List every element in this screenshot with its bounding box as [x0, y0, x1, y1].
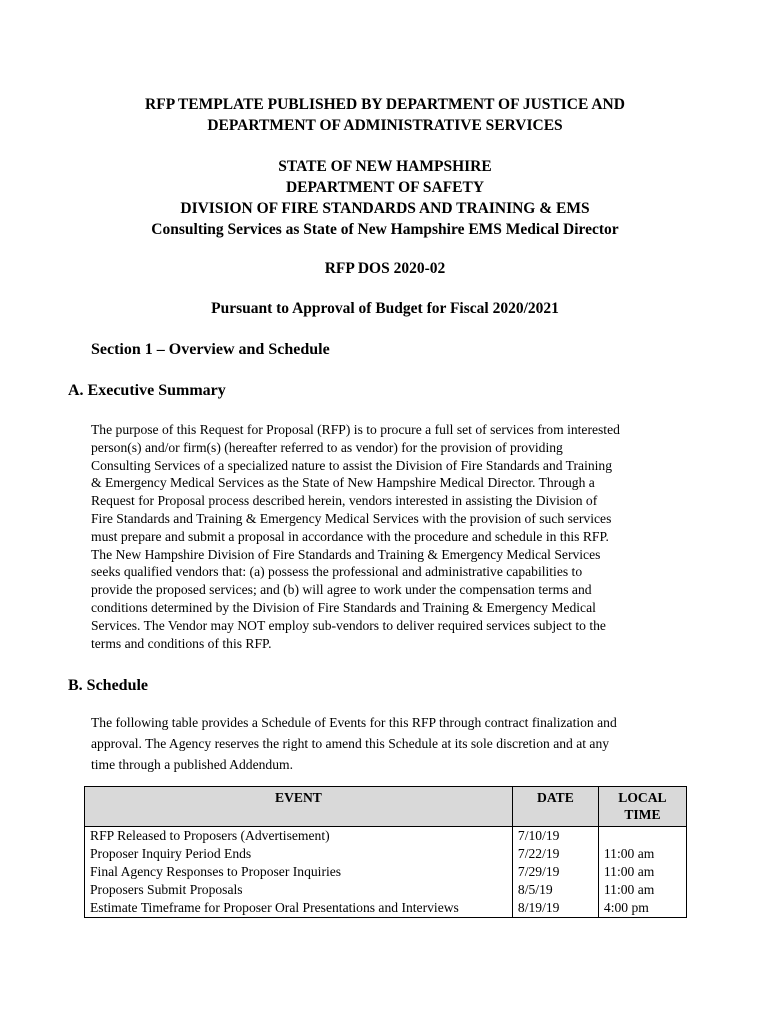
template-header-line-1: RFP TEMPLATE PUBLISHED BY DEPARTMENT OF JUSTICE AND — [145, 96, 625, 113]
summary-line: terms and conditions of this RFP. — [91, 635, 272, 651]
table-row — [85, 827, 687, 846]
template-header — [0, 94, 770, 136]
summary-line: Fire Standards and Training & Emergency Medical Services with the provision of such services — [91, 510, 612, 526]
local-time-column-header: LOCAL TIME — [598, 787, 686, 827]
agency-division: DIVISION OF FIRE STANDARDS AND TRAINING & EMS — [180, 200, 590, 217]
template-header-line-2: DEPARTMENT OF ADMINISTRATIVE SERVICES — [207, 117, 563, 134]
budget-approval: Pursuant to Approval of Budget for Fiscal 2020/2021 — [211, 300, 559, 317]
schedule-intro — [91, 712, 691, 775]
time-cell: 4:00 pm — [598, 899, 686, 918]
summary-line: The New Hampshire Division of Fire Standards and Training & Emergency Medical Services — [91, 546, 601, 562]
summary-line: Services. The Vendor may NOT employ sub-vendors to deliver required services subject to the — [91, 617, 606, 633]
event-cell: Proposer Inquiry Period Ends — [85, 845, 513, 863]
table-row — [85, 899, 687, 918]
summary-line: The purpose of this Request for Proposal (RFP) is to procure a full set of services from interested — [91, 422, 620, 437]
schedule-intro-line: time through a published Addendum. — [91, 757, 293, 772]
date-column-header: DATE — [512, 787, 598, 827]
summary-line: provide the proposed services; and (b) will agree to work under the compensation terms and — [91, 582, 592, 598]
event-cell: RFP Released to Proposers (Advertisement) — [85, 827, 513, 846]
schedule-table-header-row — [85, 787, 687, 827]
summary-line: & Emergency Medical Services as the State of New Hampshire Medical Director. Through a — [91, 475, 595, 491]
time-cell: 11:00 am — [598, 881, 686, 899]
summary-line: person(s) and/or firm(s) (hereafter referred to as vendor) for the provision of providing — [91, 439, 563, 455]
table-row — [85, 863, 687, 881]
schedule-heading: B. Schedule — [68, 677, 149, 694]
time-cell: 11:00 am — [598, 863, 686, 881]
agency-block — [0, 156, 770, 240]
rfp-subject: Consulting Services as State of New Hampshire EMS Medical Director — [151, 221, 619, 238]
event-cell: Estimate Timeframe for Proposer Oral Presentations and Interviews — [85, 899, 513, 918]
summary-line: seeks qualified vendors that: (a) possess the professional and administrative capabilities to — [91, 564, 583, 580]
date-cell: 8/5/19 — [512, 881, 598, 899]
time-cell — [598, 827, 686, 846]
schedule-intro-line: approval. The Agency reserves the right to amend this Schedule at its sole discretion and at any — [91, 736, 610, 751]
summary-line: conditions determined by the Division of Fire Standards and Training & Emergency Medical — [91, 599, 596, 615]
event-cell: Proposers Submit Proposals — [85, 881, 513, 899]
executive-summary-heading: A. Executive Summary — [68, 382, 226, 399]
rfp-number: RFP DOS 2020-02 — [324, 260, 446, 277]
schedule-intro-line: The following table provides a Schedule of Events for this RFP through contract finalization and — [91, 715, 617, 730]
summary-line: must prepare and submit a proposal in accordance with the procedure and schedule in this RFP. — [91, 528, 609, 544]
schedule-table — [84, 786, 687, 918]
time-cell: 11:00 am — [598, 845, 686, 863]
summary-line: Consulting Services of a specialized nature to assist the Division of Fire Standards and Training — [91, 457, 613, 473]
event-column-header: EVENT — [85, 787, 513, 827]
agency-state: STATE OF NEW HAMPSHIRE — [278, 158, 492, 175]
executive-summary-body — [91, 421, 691, 652]
table-row — [85, 845, 687, 863]
date-cell: 7/29/19 — [512, 863, 598, 881]
date-cell: 8/19/19 — [512, 899, 598, 918]
table-row — [85, 881, 687, 899]
event-cell: Final Agency Responses to Proposer Inquiries — [85, 863, 513, 881]
agency-department: DEPARTMENT OF SAFETY — [285, 179, 485, 196]
date-cell: 7/10/19 — [512, 827, 598, 846]
summary-line: Request for Proposal process described herein, vendors interested in assisting the Division of — [91, 493, 598, 509]
section-1-title: Section 1 – Overview and Schedule — [91, 341, 330, 358]
date-cell: 7/22/19 — [512, 845, 598, 863]
